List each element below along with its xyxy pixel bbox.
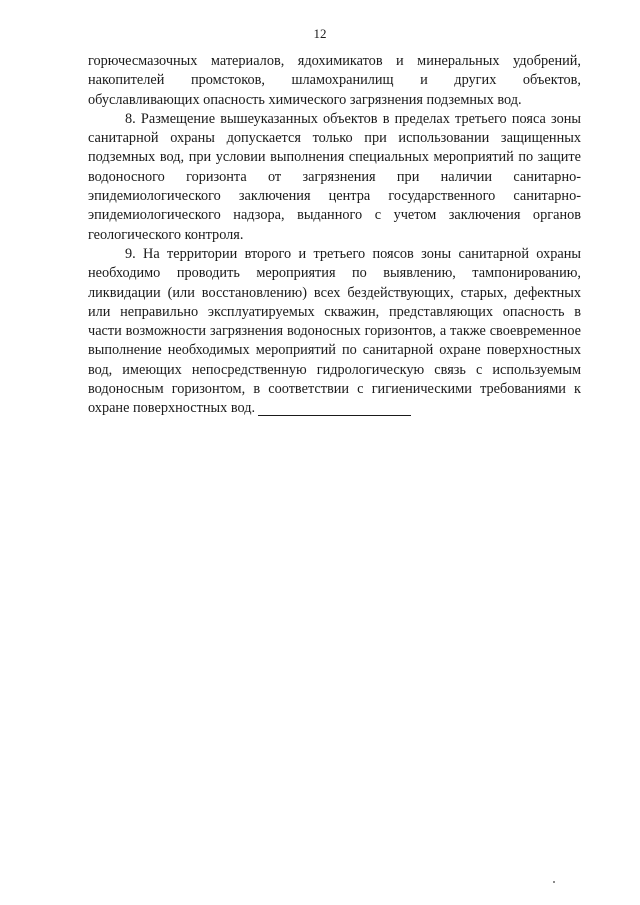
page-number: 12 <box>313 26 327 41</box>
document-body <box>88 52 581 419</box>
paragraph-item-9: 9. На территории второго и третьего поясов зоны санитарной охраны необходимо проводить мероприятия по выявлению, тампонированию, ликвидации (или восстановлению) всех бездействующих, старых, дефектных или неправильно эксплуатируемых скважин, представляющих опасность в части возможности загрязнения водоносных горизонтов, а также своевременное выполнение необходимых мероприятий по санитарной охране поверхностных вод, имеющих непосредственную гидрологическую связь с используемым водоносным горизонтом, в соответствии с гигиеническими требованиями к охране поверхностных вод. <box>88 245 581 417</box>
end-separator-line <box>258 415 411 416</box>
paragraph-continuation: горючесмазочных материалов, ядохимикатов и минеральных удобрений, накопителей промстоков, шламохранилищ и других объектов, обуславливающих опасность химического загрязнения подземных вод. <box>88 53 581 108</box>
scan-speck <box>553 881 555 883</box>
paragraph-item-8: 8. Размещение вышеуказанных объектов в пределах третьего пояса зоны санитарной охраны допускается только при использовании защищенных подземных вод, при условии выполнения специальных мероприятий по защите водоносного горизонта от загрязнения при наличии санитарно-эпидемиологического заключения центра государственного санитарно-эпидемиологического надзора, выданного с учетом заключения органов геологического контроля. <box>88 110 581 243</box>
